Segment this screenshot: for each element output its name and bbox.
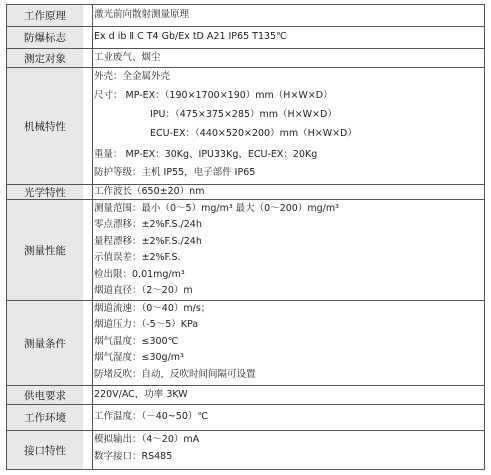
spec-table: [6, 4, 485, 470]
row-value: 零点漂移：±2%F.S./24h: [94, 219, 202, 230]
row-value: 烟道直径：（2～20）m: [94, 285, 193, 296]
row-value: Ex d ib Ⅱ C T4 Gb/Ex tD A21 IP65 T135℃: [94, 31, 287, 42]
row-label: 测定对象: [7, 49, 83, 67]
column-divider: [92, 4, 93, 470]
row-label: 工作原理: [7, 5, 83, 26]
row-value: 外壳：全金属外壳: [94, 71, 171, 82]
row-label: 光学特性: [7, 185, 83, 199]
row-value: 工作温度：（－40~50）℃: [94, 411, 209, 422]
table-border-right: [484, 4, 485, 470]
row-value: 数字接口：RS485: [94, 451, 173, 462]
row-value: 烟气温度：≤300℃: [94, 336, 179, 347]
row-divider: [6, 469, 485, 470]
row-label: 供电要求: [7, 386, 83, 404]
row-label: 防爆标志: [7, 27, 83, 48]
row-value: ECU-EX：（440×520×200）mm（H×W×D）: [150, 128, 357, 139]
row-value: 防护等级：主机 IP55，电子部件 IP65: [94, 167, 256, 178]
row-value: 尺寸： MP-EX：（190×1700×190）mm（H×W×D）: [94, 90, 333, 101]
row-value: 工作波长（650±20）nm: [94, 186, 205, 197]
row-value: 测量范围：最小（0～5）mg/m³ 最大（0～200）mg/m³: [94, 203, 339, 214]
row-value: 烟道流速：（0～40）m/s；: [94, 303, 211, 314]
row-value: 工业废气、烟尘: [94, 52, 161, 63]
row-value: 示值误差：±2%F.S.: [94, 252, 181, 263]
row-label: 接口特性: [7, 431, 83, 469]
row-value: 防堵反吹：自动，反吹时间间隔可设置: [94, 369, 256, 380]
row-value: 检出限：0.01mg/m³: [94, 269, 185, 280]
row-value: 重量： MP-EX：30Kg、IPU33Kg、ECU-EX：20Kg: [94, 149, 318, 160]
row-value: 220V/AC，功率 3KW: [94, 389, 188, 400]
row-label: 测量条件: [7, 301, 83, 385]
row-label: 工作环境: [7, 405, 83, 430]
row-label: 测量性能: [7, 200, 83, 300]
row-value: 烟道压力：（-5～5）KPa: [94, 319, 199, 330]
row-value: 激光前向散射测量原理: [94, 9, 190, 20]
row-value: 模拟输出：（4～20）mA: [94, 434, 200, 445]
row-value: 烟气湿度：≤30g/m³: [94, 352, 184, 363]
row-value: 量程漂移：±2%F.S./24h: [94, 236, 202, 247]
row-label: 机械特性: [7, 68, 83, 184]
row-value: IPU：（475×375×285）mm（H×W×D）: [150, 109, 337, 120]
